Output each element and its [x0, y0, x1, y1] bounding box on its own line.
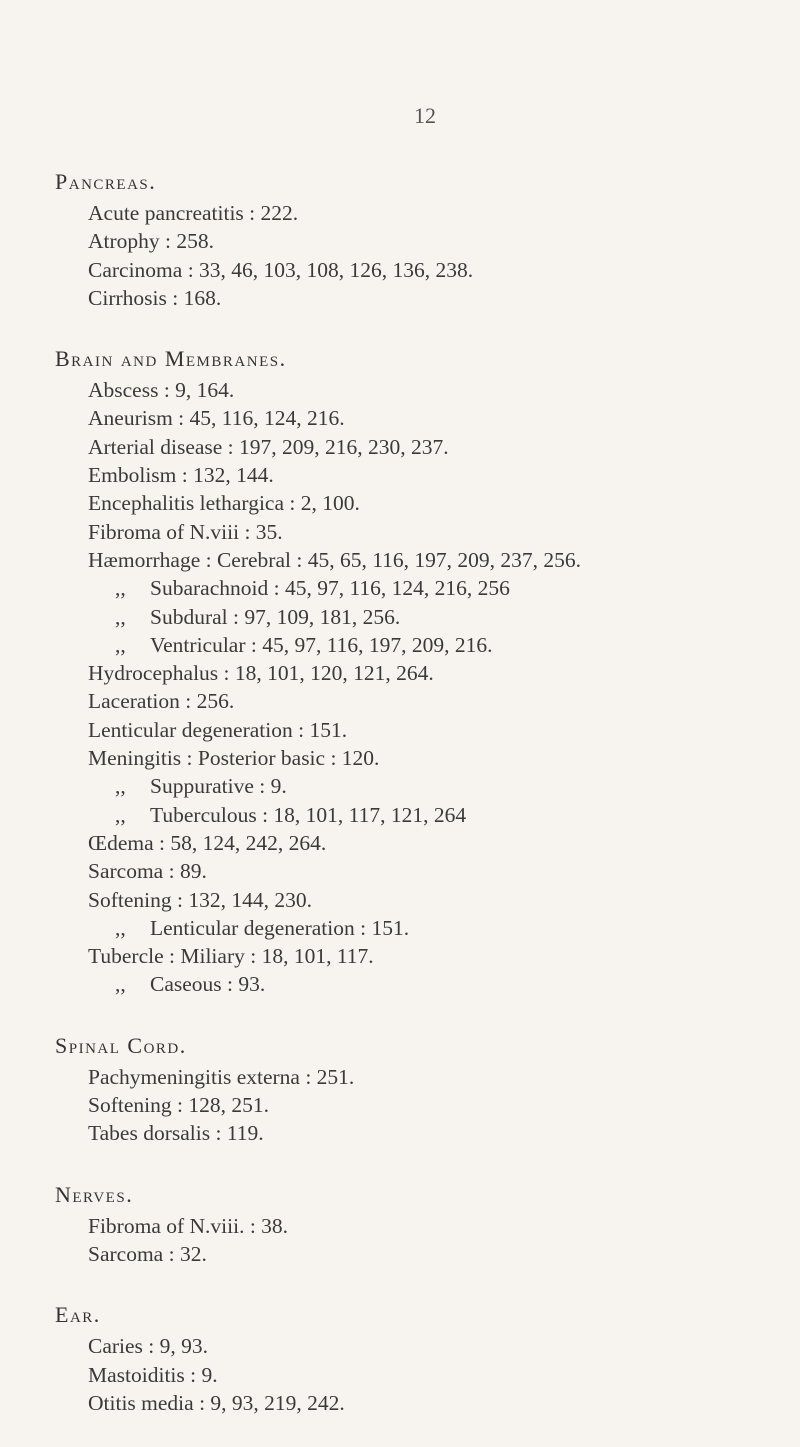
index-entry: [55, 1091, 775, 1119]
index-entry: [55, 1119, 775, 1147]
entry-text: Fibroma of N.viii : 35.: [88, 519, 283, 544]
index-entry: [55, 970, 775, 998]
page-number: 12: [414, 103, 436, 128]
section-heading: Brain and Membranes.: [55, 346, 287, 372]
entry-text: Fibroma of N.viii. : 38.: [88, 1213, 289, 1238]
index-entry: [55, 376, 775, 404]
entry-text: Tabes dorsalis : 119.: [88, 1121, 264, 1146]
index-section: [55, 1029, 775, 1148]
entry-text: Lenticular degeneration : 151.: [88, 717, 348, 742]
index-entry: [55, 857, 775, 885]
entry-text: Pachymeningitis externa : 251.: [88, 1064, 355, 1089]
entry-text: Otitis media : 9, 93, 219, 242.: [88, 1390, 345, 1415]
entry-text: Atrophy : 258.: [88, 229, 215, 254]
entry-text: Sarcoma : 32.: [88, 1241, 207, 1266]
ditto-mark: ,,: [115, 915, 126, 940]
index-entry: [55, 1063, 775, 1091]
ditto-mark: ,,: [115, 576, 126, 601]
entry-text: Encephalitis lethargica : 2, 100.: [88, 491, 360, 516]
index-entry: [55, 546, 775, 574]
entry-text: Tuberculous : 18, 101, 117, 121, 264: [150, 802, 467, 827]
entry-text: Meningitis : Posterior basic : 120.: [88, 746, 380, 771]
entry-text: Aneurism : 45, 116, 124, 216.: [88, 406, 345, 431]
section-heading: Pancreas.: [55, 169, 157, 194]
index-entry: [55, 772, 775, 800]
entry-text: Caries : 9, 93.: [88, 1334, 209, 1359]
entry-text: Cirrhosis : 168.: [88, 285, 222, 310]
index-entry: [55, 574, 775, 602]
index-section: [55, 1298, 775, 1417]
index-entry: [55, 199, 775, 227]
index-entry: [55, 256, 775, 284]
index-section: [55, 1178, 775, 1269]
entry-text: Mastoiditis : 9.: [88, 1362, 218, 1387]
section-heading: Ear.: [55, 1302, 101, 1328]
index-entry: [55, 433, 775, 461]
index-entry: [55, 1389, 775, 1417]
entry-text: Arterial disease : 197, 209, 216, 230, 237.: [88, 434, 449, 459]
entry-text: Sarcoma : 89.: [88, 859, 207, 884]
index-entry: [55, 1212, 775, 1240]
ditto-mark: ,,: [115, 632, 126, 657]
ditto-mark: ,,: [115, 802, 126, 827]
index-entry: [55, 489, 775, 517]
index-entry: [55, 1361, 775, 1389]
entry-text: Softening : 132, 144, 230.: [88, 887, 312, 912]
entry-text: Softening : 128, 251.: [88, 1093, 269, 1118]
index-entry: [55, 518, 775, 546]
index-entry: [55, 914, 775, 942]
index-entry: [55, 227, 775, 255]
entry-text: Laceration : 256.: [88, 689, 235, 714]
ditto-mark: ,,: [115, 604, 126, 629]
entry-text: Carcinoma : 33, 46, 103, 108, 126, 136, 238.: [88, 257, 474, 282]
index-entry: [55, 886, 775, 914]
entry-text: Abscess : 9, 164.: [88, 378, 235, 403]
index-entry: [55, 659, 775, 687]
entry-text: Tubercle : Miliary : 18, 101, 117.: [88, 944, 374, 969]
index-section: [55, 342, 775, 999]
index-entry: [55, 1240, 775, 1268]
index-entry: [55, 687, 775, 715]
index-entry: [55, 716, 775, 744]
ditto-mark: ,,: [115, 972, 126, 997]
ditto-mark: ,,: [115, 774, 126, 799]
section-heading: Spinal Cord.: [55, 1032, 187, 1058]
entry-text: Caseous : 93.: [150, 972, 266, 997]
entry-text: Lenticular degeneration : 151.: [150, 915, 410, 940]
entry-text: Hæmorrhage : Cerebral : 45, 65, 116, 197, 209, 237, 256.: [88, 547, 582, 572]
index-entry: [55, 461, 775, 489]
index-entry: [55, 801, 775, 829]
entry-text: Embolism : 132, 144.: [88, 463, 274, 488]
index-entry: [55, 744, 775, 772]
entry-text: Œdema : 58, 124, 242, 264.: [88, 830, 327, 855]
entry-text: Acute pancreatitis : 222.: [88, 201, 299, 225]
index-entry: [55, 404, 775, 432]
index-section: [55, 165, 775, 312]
entry-text: Subarachnoid : 45, 97, 116, 124, 216, 256: [150, 576, 510, 601]
index-entry: [55, 603, 775, 631]
entry-text: Ventricular : 45, 97, 116, 197, 209, 216.: [150, 632, 493, 657]
index-content: [55, 165, 775, 1447]
index-entry: [55, 942, 775, 970]
entry-text: Hydrocephalus : 18, 101, 120, 121, 264.: [88, 661, 434, 686]
index-entry: [55, 829, 775, 857]
index-entry: [55, 1332, 775, 1360]
index-entry: [55, 284, 775, 312]
index-entry: [55, 631, 775, 659]
entry-text: Suppurative : 9.: [150, 774, 287, 799]
entry-text: Subdural : 97, 109, 181, 256.: [150, 604, 401, 629]
section-heading: Nerves.: [55, 1181, 134, 1207]
